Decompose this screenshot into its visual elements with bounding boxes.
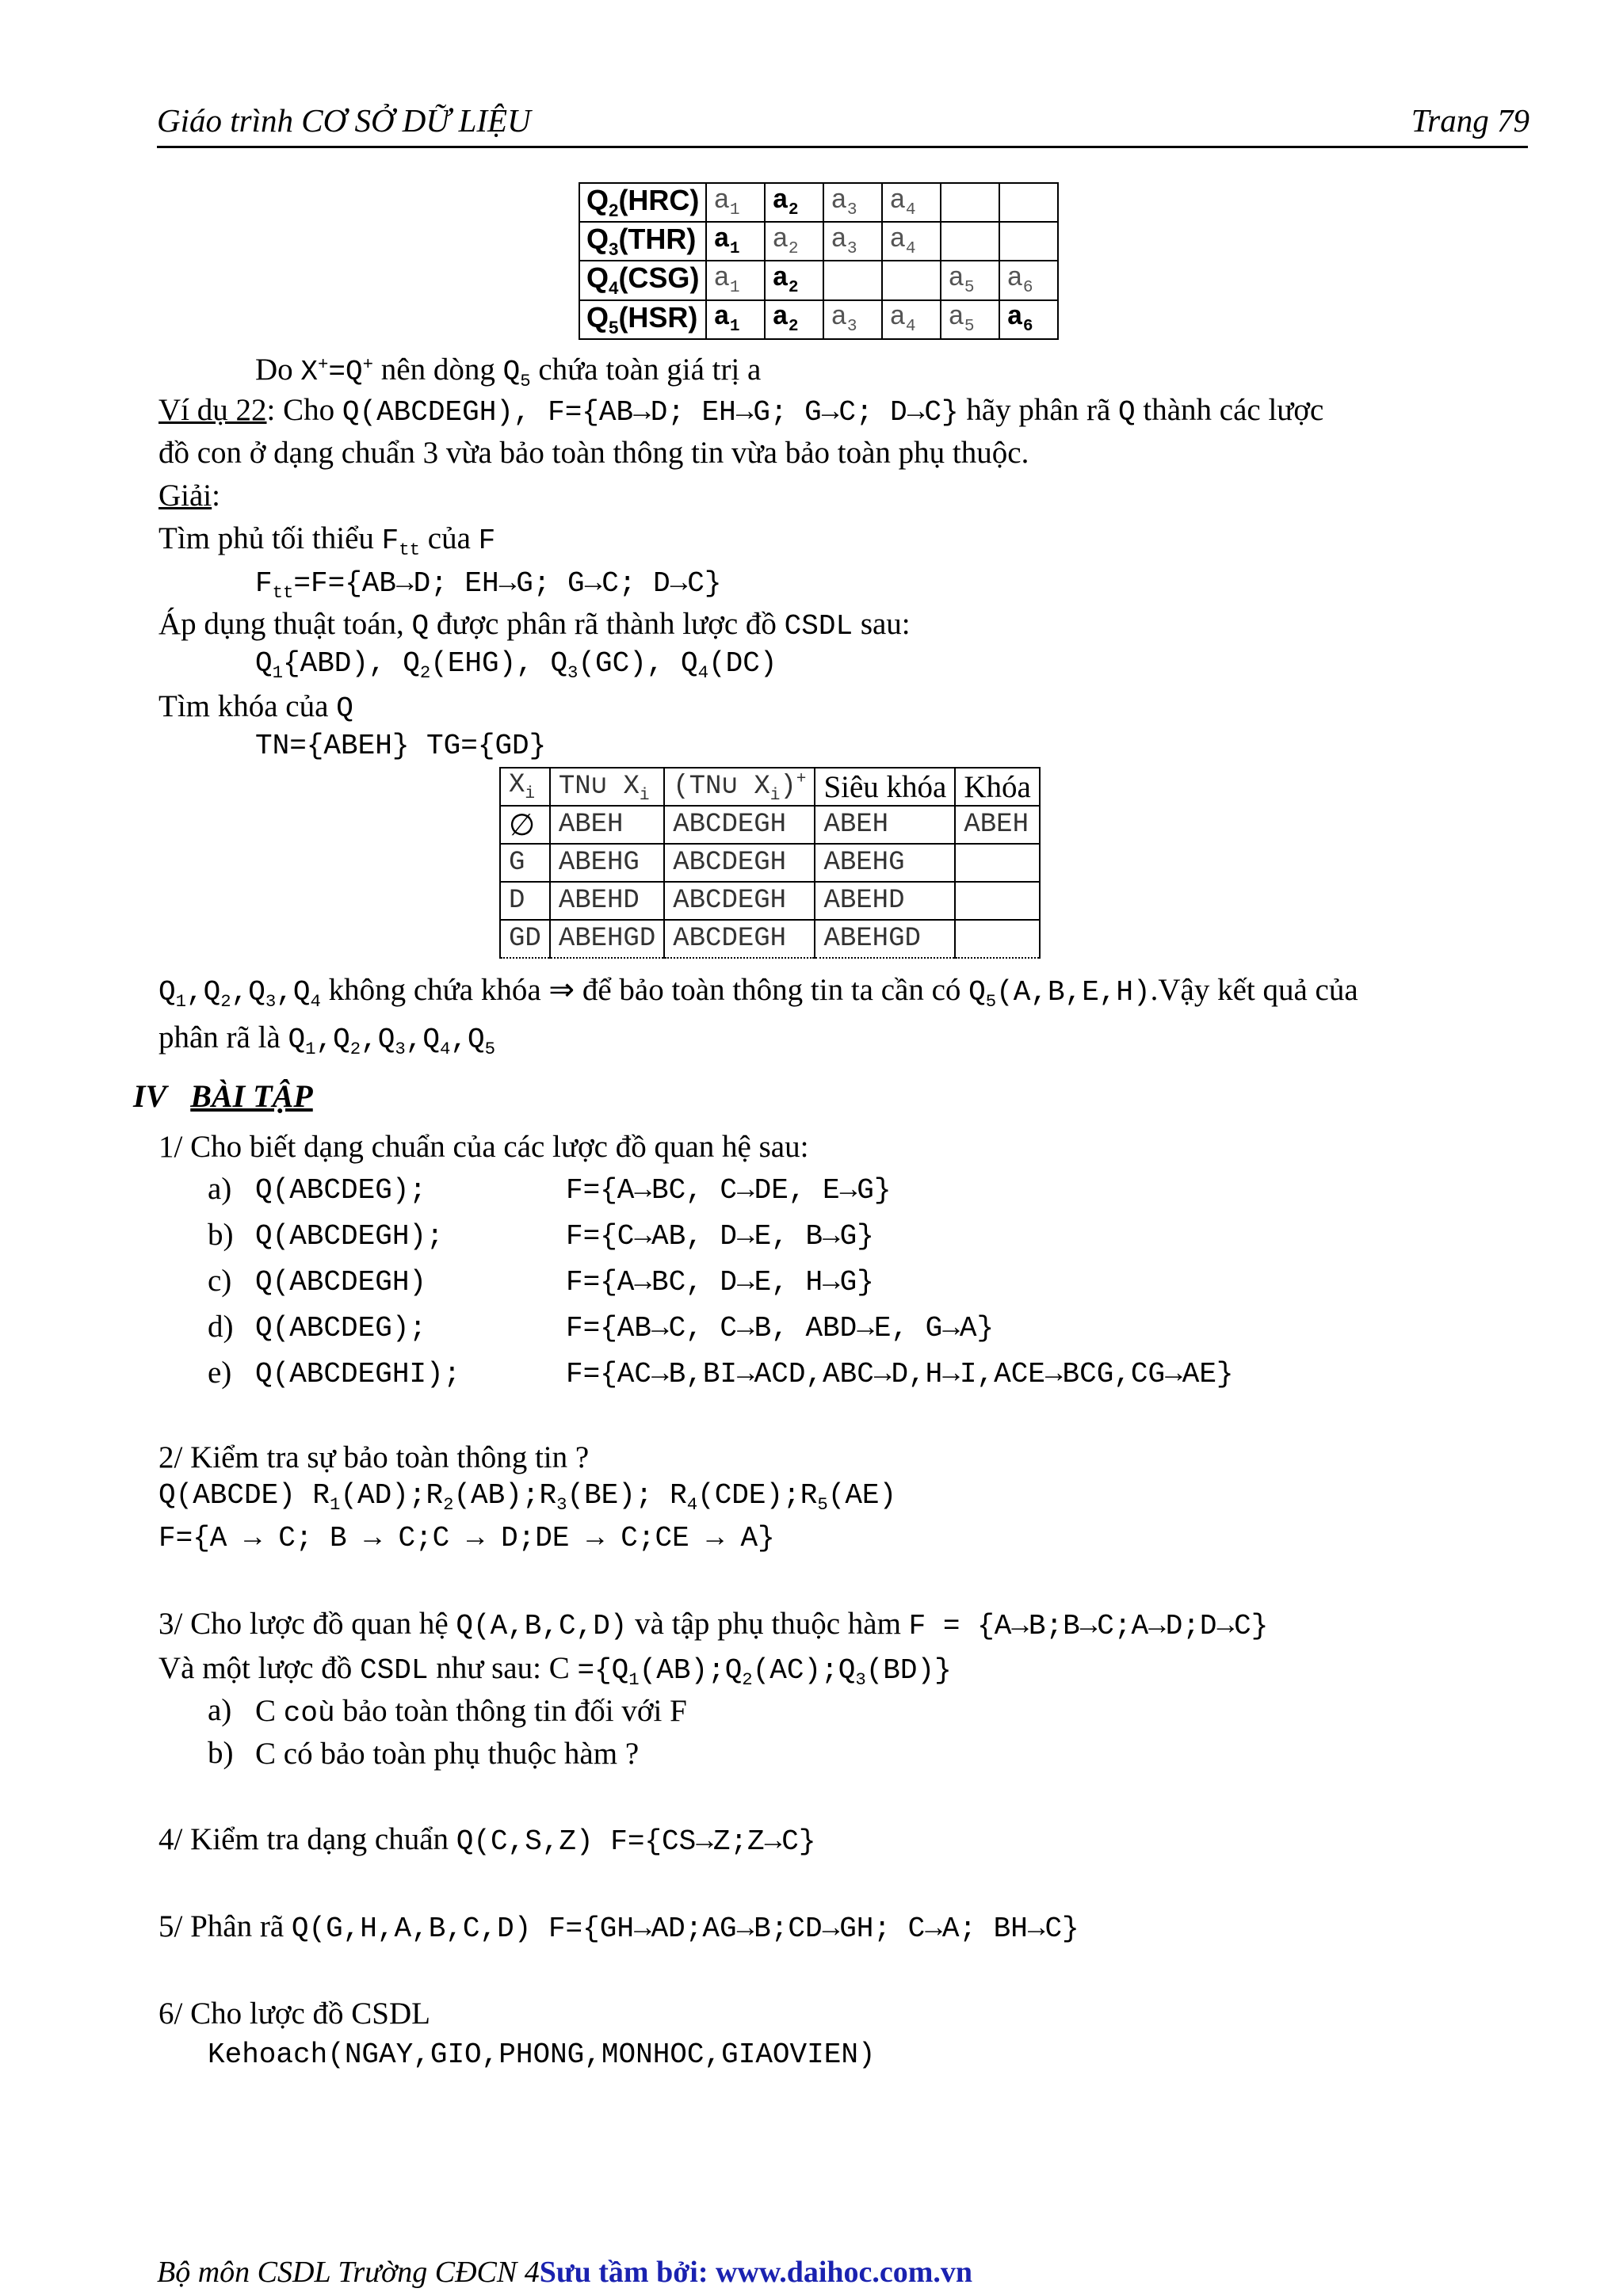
- section-heading: [133, 1077, 313, 1116]
- footer: [157, 2255, 972, 2290]
- text-seg: tt: [399, 540, 421, 561]
- exercise-2-schema: Q(ABCDE) $R_1(AD);R_2(AB);R_3(BE)$; $R_4(CDE);R_5(AE)$: [158, 1479, 897, 1516]
- key-table-cell: [955, 844, 1039, 882]
- text-seg: 5/ Phân rã: [158, 1909, 292, 1943]
- key-table-cell: D: [500, 882, 550, 920]
- key-table-cell: ABEH: [955, 806, 1039, 844]
- tableau-cell: $a_2$: [765, 300, 823, 339]
- find-key-heading: [158, 688, 353, 728]
- tableau-cell: $a_1$: [706, 183, 765, 222]
- example-22-line1: [158, 391, 1323, 432]
- text-seg: $Q_5$: [502, 356, 531, 392]
- key-table-row: [500, 882, 1040, 920]
- text-seg: sau:: [853, 607, 911, 641]
- exercise-6-title: 6/ Cho lược đồ CSDL: [158, 1997, 430, 2031]
- key-table-cell: ABEHG: [550, 844, 664, 882]
- key-table-cell: GD: [500, 920, 550, 958]
- text-seg: Q(C,S,Z) F={CS→Z;Z→C}: [456, 1825, 816, 1858]
- tableau-cell: [999, 222, 1058, 261]
- tableau-cell: $a_6$: [999, 261, 1058, 299]
- text-seg: : Cho: [266, 393, 342, 427]
- solution-label: [158, 477, 220, 515]
- text-seg: :: [212, 479, 220, 513]
- tableau-cell: [941, 222, 999, 261]
- key-table-header-row: [500, 768, 1040, 806]
- exercise-6-schema: Kehoach(NGAY,GIO,PHONG,MONHOC,GIAOVIEN): [208, 2039, 876, 2071]
- key-table-cell: ABEHD: [815, 882, 955, 920]
- text-seg: Q: [411, 610, 430, 643]
- exercise-5: [158, 1908, 1079, 1948]
- key-table-cell: ABEH: [550, 806, 664, 844]
- tableau-cell: $a_2$: [765, 222, 823, 261]
- apply-algorithm-line: [158, 605, 911, 646]
- footer-source-link[interactable]: Sưu tầm bởi: www.daihoc.com.vn: [539, 2256, 973, 2289]
- tableau-cell: $a_3$: [823, 222, 882, 261]
- exercise-1-item-fds: F={AC→B,BI→ACD,ABC→D,H→I,ACE→BCG,CG→AE}: [566, 1358, 1234, 1390]
- conclusion-line1: [158, 971, 1358, 1020]
- key-table-cell: [955, 882, 1039, 920]
- text-seg: $Q_1,Q_2,Q_3,Q_4$: [158, 976, 321, 1013]
- key-table-cell: ABEHD: [550, 882, 664, 920]
- exercise-1-item-schema: Q(ABCDEG);: [255, 1174, 427, 1207]
- text-seg: được phân rã thành lược đồ: [429, 607, 785, 641]
- text-seg: Áp dụng thuật toán,: [158, 607, 412, 641]
- tableau-cell: $a_1$: [706, 300, 765, 339]
- exercise-3b-letter: b): [208, 1736, 234, 1770]
- tableau-cell: $a_2$: [765, 183, 823, 222]
- header-title: Giáo trình CƠ SỞ DỮ LIỆU: [157, 102, 531, 139]
- text-seg: Tìm khóa của: [158, 689, 337, 723]
- tableau-row: [579, 222, 1058, 261]
- exercise-3b-text: C có bảo toàn phụ thuộc hàm ?: [255, 1737, 640, 1771]
- key-table-cell: ABCDEGH: [664, 920, 815, 958]
- exercise-3-line1: [158, 1605, 1268, 1646]
- tableau-cell: [999, 183, 1058, 222]
- text-seg: $Q_1,Q_2,Q_3,Q_4,Q_5$: [288, 1024, 495, 1060]
- text-seg: bảo toàn thông tin đối với F: [334, 1694, 687, 1728]
- exercise-4: [158, 1821, 815, 1861]
- text-seg: $Q_5(A,B,E,H)$: [968, 976, 1151, 1013]
- text-seg: .Vậy kết quả của: [1150, 973, 1358, 1007]
- key-table-cell: ∅: [500, 806, 550, 844]
- tableau-row-label: $Q_2(HRC)$: [579, 183, 706, 222]
- tableau-row: [579, 183, 1058, 222]
- key-table-header: (TN∪ $X_i)^+$: [664, 768, 815, 806]
- text-seg: 4/ Kiểm tra dạng chuẩn: [158, 1822, 456, 1856]
- key-table-row: [500, 806, 1040, 844]
- exercise-1-item-fds: F={C→AB, D→E, B→G}: [566, 1220, 874, 1253]
- text-seg: của: [420, 521, 479, 555]
- section-title: BÀI TẬP: [190, 1078, 313, 1114]
- text-seg: tt: [272, 582, 294, 604]
- exercise-1-item-schema: Q(ABCDEGH): [255, 1266, 427, 1299]
- exercise-1-item-letter: a): [208, 1172, 232, 1206]
- header-rule: [157, 146, 1528, 148]
- text-seg: thành các lược: [1135, 393, 1324, 427]
- text-seg: X: [300, 356, 319, 388]
- text-seg: CSDL: [360, 1654, 429, 1687]
- conclusion-line2: [158, 1019, 495, 1068]
- tableau-row-label: $Q_5(HSR)$: [579, 300, 706, 339]
- exercise-3a-text: [255, 1692, 687, 1733]
- exercise-1-item-fds: F={A→BC, C→DE, E→G}: [566, 1174, 892, 1207]
- text-seg: F: [381, 524, 399, 557]
- key-table-cell: ABCDEGH: [664, 806, 815, 844]
- exercise-1-item-fds: F={AB→C, C→B, ABD→E, G→A}: [566, 1312, 995, 1344]
- exercise-3a-letter: a): [208, 1693, 232, 1727]
- tableau-cell: $a_4$: [882, 222, 941, 261]
- text-seg: CSDL: [784, 610, 854, 643]
- text-seg: Tìm phủ tối thiểu: [158, 521, 382, 555]
- example-label: Ví dụ 22: [158, 393, 267, 427]
- text-seg: Giải: [158, 479, 212, 513]
- text-seg: $=\{Q_1(AB);Q_2(AC);Q_3(BD)\}$: [577, 1654, 952, 1691]
- key-table-cell: ABEHGD: [550, 920, 664, 958]
- exercise-1-item-letter: b): [208, 1218, 234, 1252]
- text-seg: =F={AB→D; EH→G; G→C; D→C}: [293, 567, 722, 600]
- decomposition-result: $Q_1\{ABD)$, $Q_2(EHG)$, $Q_3(GC)$, $Q_4(DC)$: [255, 647, 777, 684]
- text-seg: [381, 524, 421, 561]
- text-seg: như sau: C: [428, 1651, 578, 1685]
- key-table-header: TN∪ $X_i$: [550, 768, 664, 806]
- tableau-cell: $a_4$: [882, 300, 941, 339]
- tableau-table: [579, 182, 1059, 340]
- exercise-2-fds: F={A → C; B → C;C → D;DE → C;CE → A}: [158, 1522, 775, 1554]
- tableau-cell: $a_1$: [706, 222, 765, 261]
- key-search-table: [499, 767, 1041, 959]
- key-table-row: [500, 844, 1040, 882]
- tableau-cell: $a_5$: [941, 261, 999, 299]
- text-seg: Q: [502, 356, 521, 388]
- text-seg: nên dòng: [373, 353, 503, 387]
- key-table-cell: ABCDEGH: [664, 844, 815, 882]
- text-seg: Q(G,H,A,B,C,D) F={GH→AD;AG→B;CD→GH; C→A; BH→C}: [291, 1913, 1079, 1945]
- key-table-header: $X_i$: [500, 768, 550, 806]
- exercise-1-title: 1/ Cho biết dạng chuẩn của các lược đồ quan hệ sau:: [158, 1130, 809, 1164]
- exercise-1-item-letter: d): [208, 1310, 234, 1344]
- tableau-cell: [823, 261, 882, 299]
- tableau-cell: $a_5$: [941, 300, 999, 339]
- key-table-cell: [955, 920, 1039, 958]
- key-table-cell: ABEHG: [815, 844, 955, 882]
- tableau-row-label: $Q_3(THR)$: [579, 222, 706, 261]
- key-table-header: Khóa: [955, 768, 1039, 806]
- section-number: IV: [133, 1078, 167, 1114]
- text-seg: Q(A,B,C,D): [456, 1610, 628, 1642]
- exercise-1-item-letter: c): [208, 1264, 232, 1298]
- tableau-row: [579, 261, 1058, 299]
- key-table-cell: ABCDEGH: [664, 882, 815, 920]
- page-number: Trang 79: [1411, 102, 1529, 139]
- key-table-cell: ABEH: [815, 806, 955, 844]
- schema-text: Q(ABCDEGH), F={AB→D; EH→G; G→C; D→C}: [342, 396, 959, 429]
- text-seg: F: [478, 524, 496, 557]
- text-seg: chứa toàn giá trị a: [530, 353, 762, 387]
- tableau-cell: $a_2$: [765, 261, 823, 299]
- key-table-cell: G: [500, 844, 550, 882]
- tableau-cell: $a_4$: [882, 183, 941, 222]
- text-seg: và tập phụ thuộc hàm: [627, 1607, 909, 1641]
- exercise-1-item-schema: Q(ABCDEG);: [255, 1312, 427, 1344]
- text-seg: Q: [336, 692, 353, 725]
- text-seg: hãy phân rã: [958, 393, 1119, 427]
- min-cover-result: [255, 563, 721, 612]
- text-seg: không chứa khóa ⇒ để bảo toàn thông tin ta cần có: [320, 973, 969, 1007]
- text-seg: Do: [255, 353, 301, 387]
- text-seg: coù: [283, 1697, 335, 1730]
- text-seg: F: [255, 567, 273, 600]
- tableau-cell: [882, 261, 941, 299]
- tableau-row: [579, 300, 1058, 339]
- exercise-1-item-schema: Q(ABCDEGH);: [255, 1220, 444, 1253]
- example-22-line2: đồ con ở dạng chuẩn 3 vừa bảo toàn thông tin vừa bảo toàn phụ thuộc.: [158, 436, 1029, 470]
- tableau-cell: $a_3$: [823, 300, 882, 339]
- key-table-cell: ABEHGD: [815, 920, 955, 958]
- tableau-cell: [941, 183, 999, 222]
- text-seg: X+=Q+: [300, 354, 374, 388]
- exercise-1-item-letter: e): [208, 1356, 232, 1390]
- text-seg: phân rã là: [158, 1020, 288, 1055]
- text-seg: C: [255, 1694, 284, 1728]
- exercise-2-title: 2/ Kiểm tra sự bảo toàn thông tin ?: [158, 1440, 590, 1474]
- key-table-row: [500, 920, 1040, 958]
- tableau-cell: $a_1$: [706, 261, 765, 299]
- text-seg: 3/ Cho lược đồ quan hệ: [158, 1607, 456, 1641]
- text-seg: =Q: [328, 356, 363, 388]
- text-seg: Q: [1118, 396, 1136, 429]
- text-seg: F = {A→B;B→C;A→D;D→C}: [908, 1610, 1269, 1642]
- tableau-cell: $a_3$: [823, 183, 882, 222]
- tn-tg-sets: TN={ABEH} TG={GD}: [255, 730, 547, 762]
- key-table-header: Siêu khóa: [815, 768, 955, 806]
- footer-left: Bộ môn CSDL Trường CĐCN 4: [157, 2256, 540, 2289]
- text-seg: [255, 567, 722, 604]
- exercise-1-item-schema: Q(ABCDEGHI);: [255, 1358, 461, 1390]
- min-cover-heading: [158, 520, 495, 569]
- exercise-3-line2: [158, 1650, 952, 1699]
- tableau-cell: $a_6$: [999, 300, 1058, 339]
- text-seg: Và một lược đồ: [158, 1651, 361, 1685]
- exercise-1-item-fds: F={A→BC, D→E, H→G}: [566, 1266, 874, 1299]
- tableau-row-label: $Q_4(CSG)$: [579, 261, 706, 299]
